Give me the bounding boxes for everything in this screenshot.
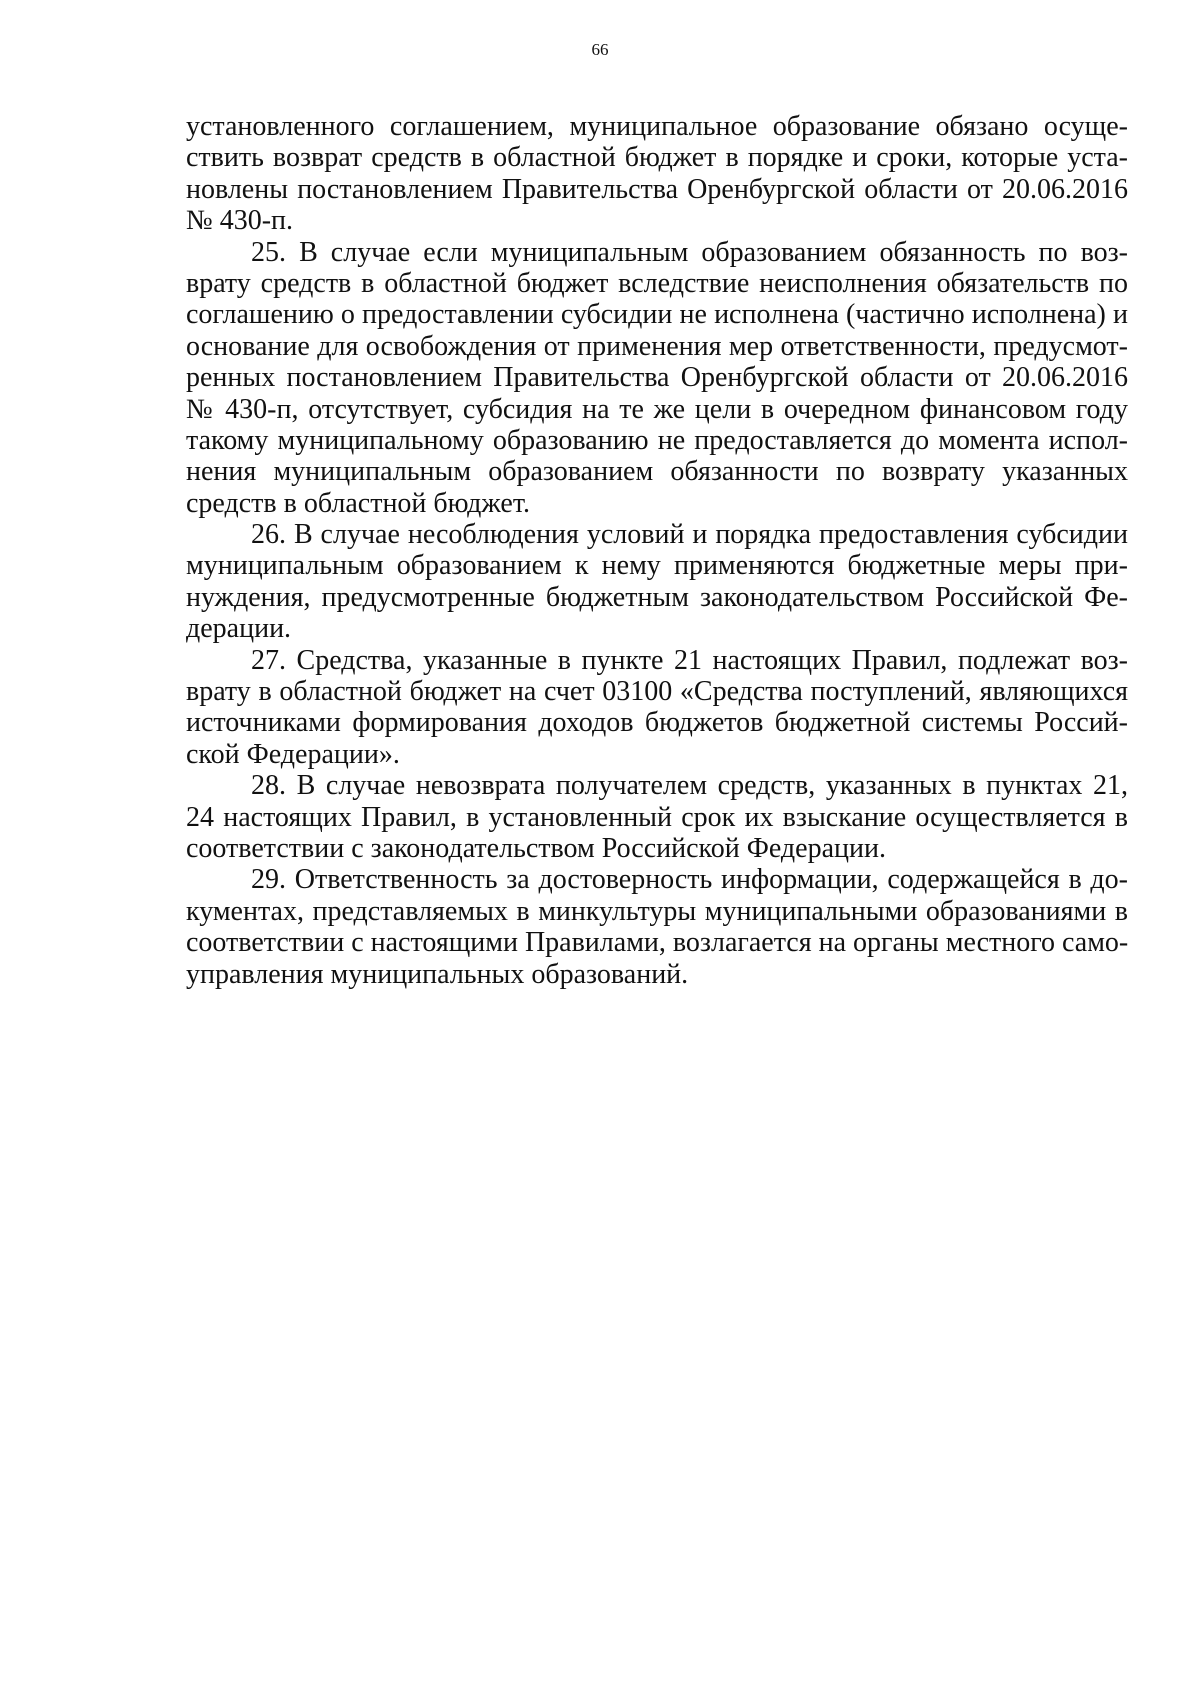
text-line: соответствии с настоящими Правилами, возлагается на органы местного само-	[186, 927, 1129, 959]
text-line: врату в областной бюджет на счет 03100 «Средства поступлений, являющихся	[186, 676, 1128, 708]
text-line: врату средств в областной бюджет вследствие неисполнения обязательств по	[186, 267, 1128, 299]
text-line: 29. Ответственность за достоверность информации, содержащейся в до-	[251, 864, 1128, 896]
text-line: 25. В случае если муниципальным образованием обязанность по воз-	[251, 236, 1128, 268]
paragraph-25	[186, 237, 1128, 520]
text-line: ской Федерации».	[186, 738, 400, 770]
text-line: 28. В случае невозврата получателем средств, указанных в пунктах 21,	[251, 770, 1128, 802]
text-line: дерации.	[186, 613, 292, 645]
text-line: кументах, представляемых в минкультуры муниципальными образованиями в	[186, 895, 1128, 927]
paragraph-continuation	[186, 111, 1128, 237]
text-line: нения муниципальным образованием обязанности по возврату указанных	[186, 456, 1128, 488]
text-line: средств в областной бюджет.	[186, 487, 530, 519]
paragraph-29	[186, 864, 1128, 990]
document-body	[186, 111, 1128, 990]
text-line: нуждения, предусмотренные бюджетным законодательством Российской Фе-	[186, 581, 1128, 613]
text-line: № 430-п, отсутствует, субсидия на те же цели в очередном финансовом году	[186, 393, 1128, 425]
paragraph-27	[186, 645, 1128, 771]
text-line: 27. Средства, указанные в пункте 21 настоящих Правил, подлежат воз-	[251, 644, 1128, 676]
paragraph-26	[186, 519, 1128, 645]
text-line: соглашению о предоставлении субсидии не исполнена (частично исполнена) и	[186, 299, 1128, 331]
text-line: соответствии с законодательством Российской Федерации.	[186, 832, 886, 864]
text-line: такому муниципальному образованию не предоставляется до момента испол-	[186, 424, 1128, 456]
text-line: управления муниципальных образований.	[186, 958, 689, 990]
text-line: № 430-п.	[186, 205, 294, 237]
text-line: новлены постановлением Правительства Оренбургской области от 20.06.2016	[186, 173, 1128, 205]
text-line: ренных постановлением Правительства Оренбургской области от 20.06.2016	[186, 362, 1128, 394]
text-line: 24 настоящих Правил, в установленный срок их взыскание осуществляется в	[186, 801, 1128, 833]
paragraph-28	[186, 770, 1128, 864]
text-line: источниками формирования доходов бюджетов бюджетной системы Россий-	[186, 707, 1128, 739]
text-line: 26. В случае несоблюдения условий и порядка предоставления субсидии	[251, 519, 1128, 551]
text-line: ствить возврат средств в областной бюджет в порядке и сроки, которые уста-	[186, 142, 1128, 174]
text-line: основание для освобождения от применения мер ответственности, предусмот-	[186, 330, 1128, 362]
page-number: 66	[591, 40, 609, 59]
text-line: установленного соглашением, муниципальное образование обязано осуще-	[186, 111, 1128, 142]
text-line: муниципальным образованием к нему применяются бюджетные меры при-	[186, 550, 1128, 582]
